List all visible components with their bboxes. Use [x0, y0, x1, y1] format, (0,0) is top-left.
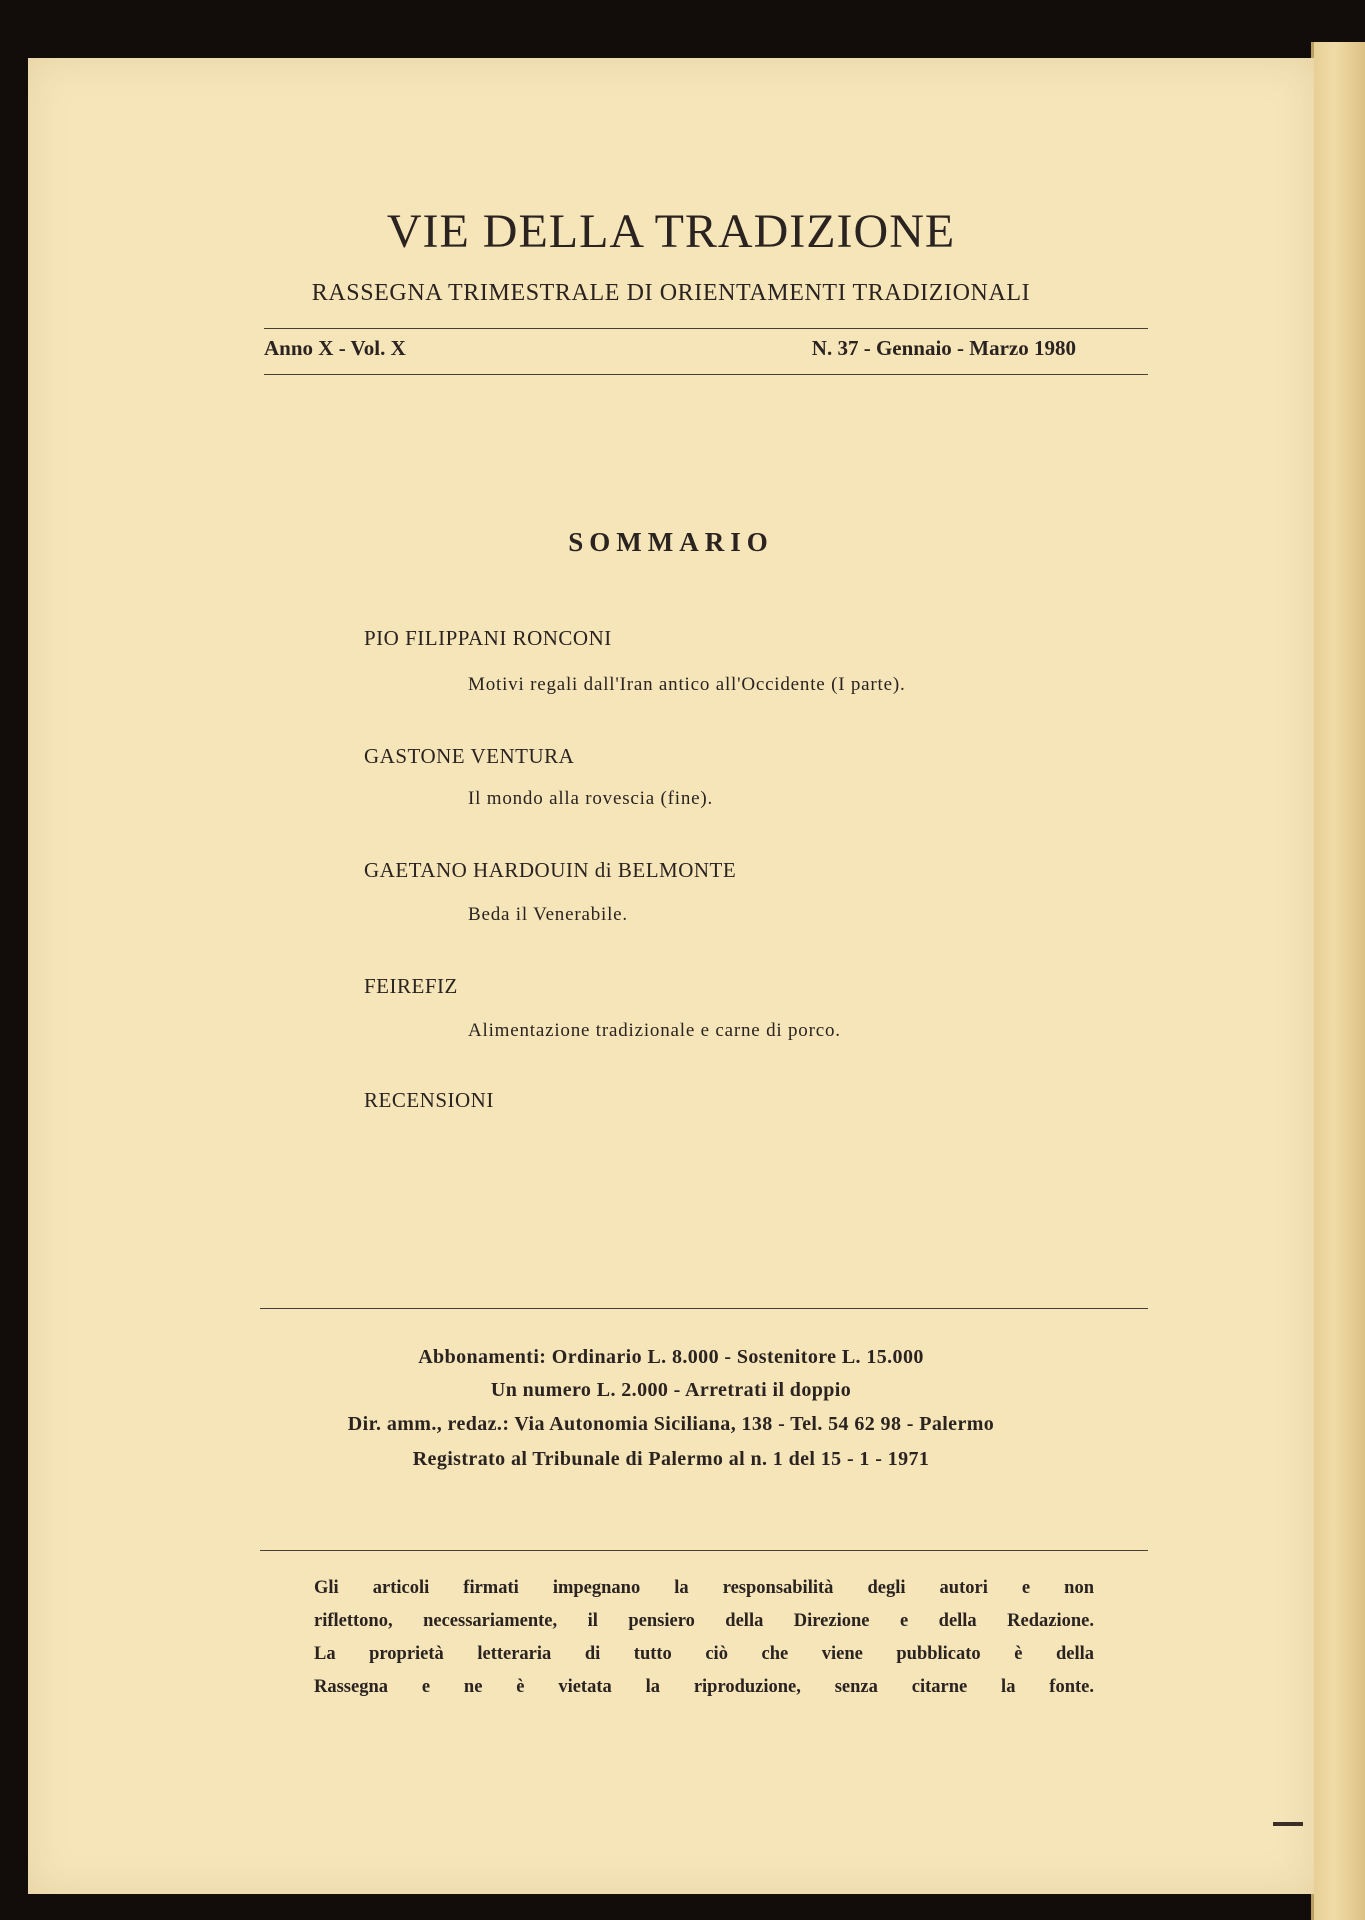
disclaimer-line: La proprietà letteraria di tutto ciò che viene pubblicato è della: [314, 1644, 1094, 1664]
edge-mark: [1273, 1822, 1303, 1826]
disclaimer-line: riflettono, necessariamente, il pensiero della Direzione e della Redazione.: [314, 1611, 1094, 1631]
entry-title: Beda il Venerabile.: [468, 904, 628, 925]
divider: [260, 1308, 1148, 1309]
issue-info: N. 37 - Gennaio - Marzo 1980: [811, 336, 1076, 360]
entry-author: RECENSIONI: [364, 1088, 494, 1112]
subscription-line: Abbonamenti: Ordinario L. 8.000 - Sostenitore L. 15.000: [418, 1346, 924, 1368]
entry-author: FEIREFIZ: [364, 974, 458, 998]
entry-title: Alimentazione tradizionale e carne di porco.: [468, 1020, 841, 1041]
divider: [264, 328, 1148, 329]
contents-heading: SOMMARIO: [568, 527, 774, 557]
entry-title: Il mondo alla rovescia (fine).: [468, 788, 714, 809]
single-issue-line: Un numero L. 2.000 - Arretrati il doppio: [490, 1379, 852, 1401]
journal-subtitle: RASSEGNA TRIMESTRALE DI ORIENTAMENTI TRADIZIONALI: [311, 280, 1031, 306]
volume-info: Anno X - Vol. X: [264, 336, 406, 360]
journal-title: VIE DELLA TRADIZIONE: [386, 205, 956, 258]
entry-author: GAETANO HARDOUIN di BELMONTE: [364, 858, 737, 882]
spine: [1314, 42, 1365, 1920]
entry-author: GASTONE VENTURA: [364, 744, 575, 768]
address-line: Dir. amm., redaz.: Via Autonomia Siciliana, 138 - Tel. 54 62 98 - Palermo: [347, 1413, 995, 1435]
entry-title: Motivi regali dall'Iran antico all'Occidente (I parte).: [468, 674, 906, 695]
disclaimer-line: Gli articoli firmati impegnano la responsabilità degli autori e non: [314, 1578, 1094, 1598]
disclaimer-line: Rassegna e ne è vietata la riproduzione, senza citarne la fonte.: [314, 1677, 1094, 1697]
registration-line: Registrato al Tribunale di Palermo al n. 1 del 15 - 1 - 1971: [412, 1448, 930, 1470]
journal-page: [28, 58, 1314, 1894]
divider: [264, 374, 1148, 375]
divider: [260, 1550, 1148, 1551]
entry-author: PIO FILIPPANI RONCONI: [364, 626, 612, 650]
